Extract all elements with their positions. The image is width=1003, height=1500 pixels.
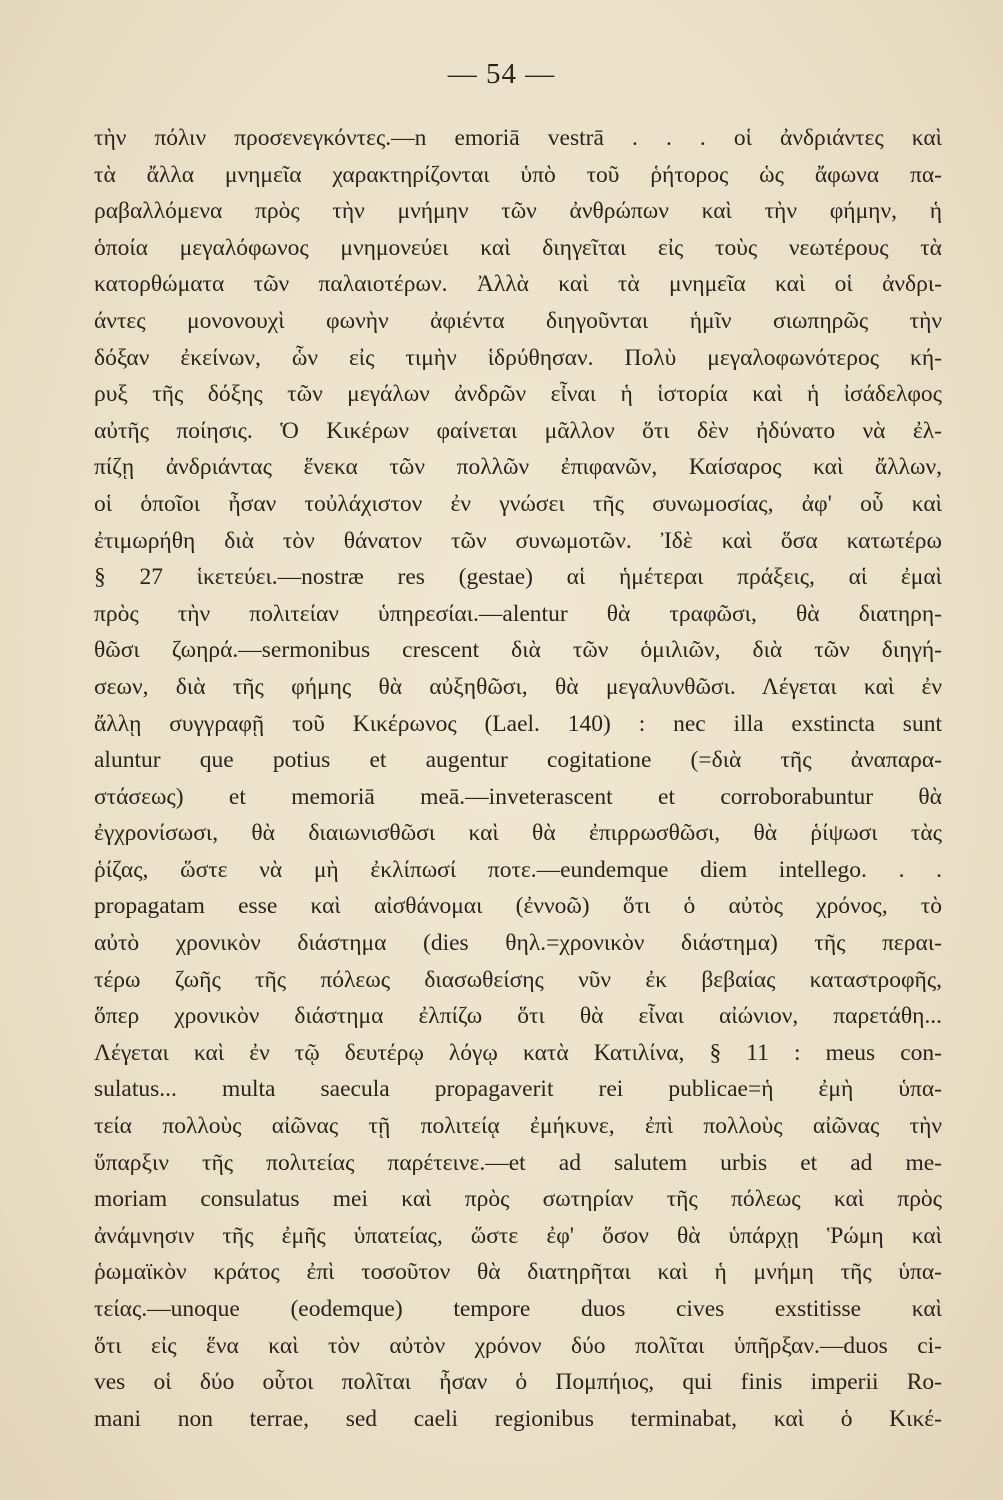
text-line: αὐτὸ χρονικὸν διάστημα (dies θηλ.=χρονικὸν διάστημα) τῆς περαι-	[94, 930, 942, 957]
text-line: σεων, διὰ τῆς φήμης θὰ αὐξηθῶσι, θὰ μεγαλυνθῶσι. Λέγεται καὶ ἐν	[94, 673, 942, 700]
text-line: ῥίζας, ὥστε νὰ μὴ ἐκλίπωσί ποτε.—eundemque diem intellego. . .	[94, 856, 942, 883]
text-line: πίζῃ ἀνδριάντας ἕνεκα τῶν πολλῶν ἐπιφανῶν, Καίσαρος καὶ ἄλλων,	[94, 454, 942, 481]
text-line: πρὸς τὴν πολιτείαν ὑπηρεσίαι.—alentur θὰ τραφῶσι, θὰ διατηρη-	[94, 600, 942, 627]
text-line: ὅπερ χρονικὸν διάστημα ἐλπίζω ὅτι θὰ εἶναι αἰώνιον, παρετάθη...	[94, 1003, 942, 1030]
text-line: ἐτιμωρήθη διὰ τὸν θάνατον τῶν συνωμοτῶν. Ἰδὲ καὶ ὅσα κατωτέρω	[94, 527, 942, 554]
text-line: ἄλλῃ συγγραφῇ τοῦ Κικέρωνος (Lael. 140) : nec illa exstincta sunt	[94, 710, 942, 737]
text-line: ραβαλλόμενα πρὸς τὴν μνήμην τῶν ἀνθρώπων καὶ τὴν φήμην, ἡ	[94, 198, 942, 225]
text-line: aluntur que potius et augentur cogitatione (=διὰ τῆς ἀναπαρα-	[94, 747, 942, 774]
text-line: ἀνάμνησιν τῆς ἐμῆς ὑπατείας, ὥστε ἐφ' ὅσον θὰ ὑπάρχῃ Ῥώμη καὶ	[94, 1222, 942, 1249]
text-line: propagatam esse καὶ αἰσθάνομαι (ἐννοῶ) ὅτι ὁ αὐτὸς χρόνος, τὸ	[94, 893, 942, 920]
text-line: ὕπαρξιν τῆς πολιτείας παρέτεινε.—et ad salutem urbis et ad me-	[94, 1149, 942, 1176]
text-line: ὅτι εἰς ἕνα καὶ τὸν αὐτὸν χρόνον δύο πολῖται ὑπῆρξαν.—duos ci-	[94, 1332, 942, 1359]
text-line: τὴν πόλιν προσενεγκόντες.—n emoriā vestrā . . . οἱ ἀνδριάντες καὶ	[94, 125, 942, 151]
text-line: τείας.—unoque (eodemque) tempore duos cives exstitisse καὶ	[94, 1296, 942, 1322]
text-line: ὁποία μεγαλόφωνος μνημονεύει καὶ διηγεῖται εἰς τοὺς νεωτέρους τὰ	[94, 234, 942, 261]
body-text	[94, 120, 942, 1437]
text-line: στάσεως) et memoriā meā.—inveterascent et corroborabuntur θὰ	[94, 783, 942, 810]
text-line: οἱ ὁποῖοι ἦσαν τοὐλάχιστον ἐν γνώσει τῆς συνωμοσίας, ἀφ' οὗ καὶ	[94, 490, 942, 517]
text-line: ῥωμαϊκὸν κράτος ἐπὶ τοσοῦτον θὰ διατηρῆται καὶ ἡ μνήμη τῆς ὑπα-	[94, 1259, 942, 1286]
text-line: άντες μονονουχὶ φωνὴν ἀφιέντα διηγοῦνται ἡμῖν σιωπηρῶς τὴν	[94, 307, 942, 334]
text-line: θῶσι ζωηρά.—sermonibus crescent διὰ τῶν ὁμιλιῶν, διὰ τῶν διηγή-	[94, 637, 942, 664]
text-line: τέρω ζωῆς τῆς πόλεως διασωθείσης νῦν ἐκ βεβαίας καταστροφῆς,	[94, 966, 942, 993]
text-line: moriam consulatus mei καὶ πρὸς σωτηρίαν τῆς πόλεως καὶ πρὸς	[94, 1186, 942, 1213]
text-line: δόξαν ἐκείνων, ὧν εἰς τιμὴν ἱδρύθησαν. Πολὺ μεγαλοφωνότερος κή-	[94, 344, 942, 371]
text-line: ves οἱ δύο οὗτοι πολῖται ἦσαν ὁ Πομπήιος, qui finis imperii Ro-	[94, 1369, 942, 1396]
text-line: mani non terrae, sed caeli regionibus terminabat, καὶ ὁ Κικέ-	[94, 1405, 942, 1432]
text-line: § 27 ἱκετεύει.—nostræ res (gestae) αἱ ἡμέτεραι πράξεις, αἱ ἐμαὶ	[94, 564, 942, 591]
text-line: Λέγεται καὶ ἐν τῷ δευτέρῳ λόγῳ κατὰ Κατιλίνα, § 11 : meus con-	[94, 1039, 942, 1066]
page-number: — 54 —	[447, 58, 556, 90]
text-line: sulatus... multa saecula propagaverit rei publicae=ἡ ἐμὴ ὑπα-	[94, 1076, 942, 1103]
text-line: ἐγχρονίσωσι, θὰ διαιωνισθῶσι καὶ θὰ ἐπιρρωσθῶσι, θὰ ῥίψωσι τὰς	[94, 820, 942, 847]
text-line: αὐτῆς ποίησις. Ὁ Κικέρων φαίνεται μᾶλλον ὅτι δὲν ἠδύνατο νὰ ἐλ-	[94, 417, 942, 444]
text-line: κατορθώματα τῶν παλαιοτέρων. Ἀλλὰ καὶ τὰ μνημεῖα καὶ οἱ ἀνδρι-	[94, 271, 942, 298]
text-line: τὰ ἄλλα μνημεῖα χαρακτηρίζονται ὑπὸ τοῦ ῥήτορος ὡς ἄφωνα πα-	[94, 161, 942, 188]
text-line: ρυξ τῆς δόξης τῶν μεγάλων ἀνδρῶν εἶναι ἡ ἱστορία καὶ ἡ ἰσάδελφος	[94, 381, 942, 408]
text-line: τεία πολλοὺς αἰῶνας τῇ πολιτείᾳ ἐμήκυνε, ἐπὶ πολλοὺς αἰῶνας τὴν	[94, 1113, 942, 1140]
